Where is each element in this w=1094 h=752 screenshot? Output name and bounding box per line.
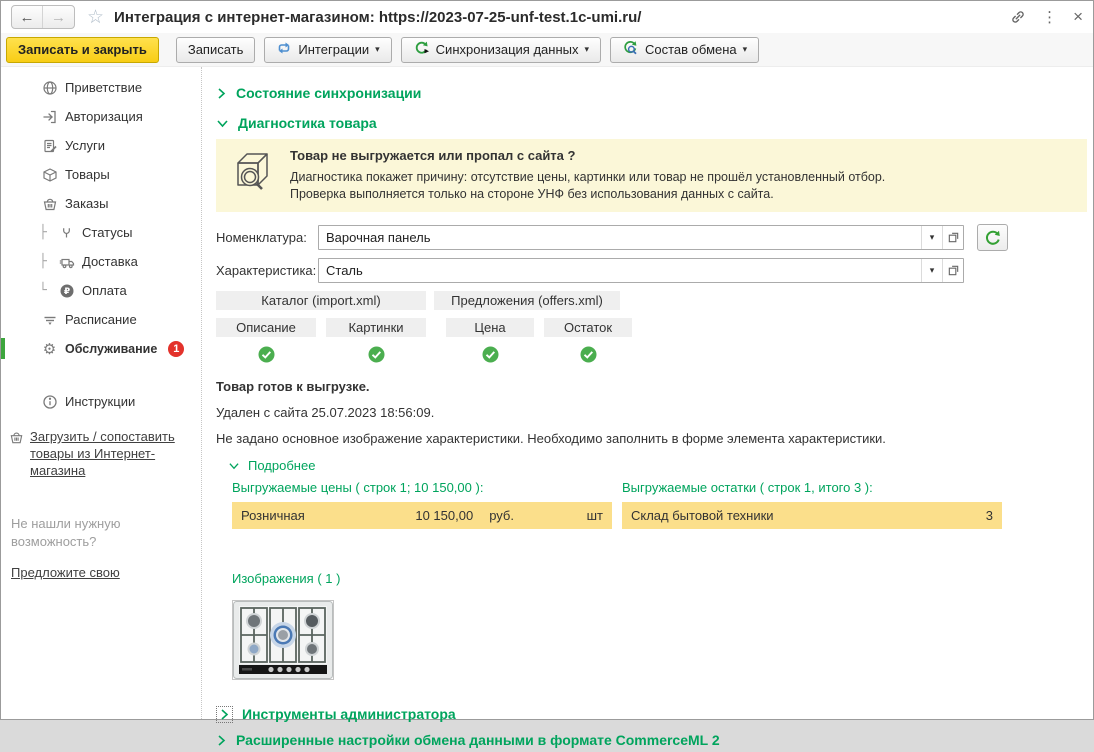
stock-qty: 3 [985,508,993,523]
page-title: Интеграция с интернет-магазином: https://2023-07-25-unf-test.1c-umi.ru/ [114,8,642,26]
catalog-group-header: Каталог (import.xml) [216,291,426,310]
characteristic-open-button[interactable] [942,259,963,282]
offers-group-header: Предложения (offers.xml) [434,291,620,310]
sidebar-item-orders[interactable] [1,189,201,218]
characteristic-input[interactable] [319,259,921,282]
package-icon [41,167,58,183]
basket-icon [41,196,58,212]
statuses-icon [58,225,75,240]
nomenclature-open-button[interactable] [942,226,963,249]
check-icon [580,346,597,363]
main-content [202,67,1093,748]
column-labels-row [216,318,1087,337]
title-bar [1,1,1093,33]
sidebar-item-label: Доставка [82,254,138,269]
nomenclature-label: Номенклатура: [216,230,307,245]
truck-icon [58,254,75,270]
file-group-row [216,291,1087,310]
check-icon [258,346,275,363]
integrations-menu-button[interactable] [264,37,391,63]
tree-branch-icon: ├ [39,254,47,269]
chevron-right-icon [216,734,227,747]
forward-button[interactable] [43,6,74,28]
stock-row[interactable] [622,502,1002,529]
price-kind: Розничная [241,508,305,523]
sidebar-item-authorization[interactable] [1,102,201,131]
sidebar-item-label: Заказы [65,196,109,211]
characteristic-field [318,258,964,283]
diagnostics-info-box [216,139,1087,212]
prices-title: Выгружаемые цены ( строк 1; 10 150,00 ): [232,480,484,495]
nomenclature-dropdown-button[interactable] [921,226,942,249]
gear-icon: ⚙ [42,339,57,358]
status-ready-text: Товар готов к выгрузке. [216,379,370,394]
section-label: Инструменты администратора [242,706,456,722]
sidebar-item-goods[interactable] [1,160,201,189]
chevron-down-icon: ▾ [929,265,935,275]
prices-column [232,480,612,529]
sidebar-item-payment[interactable] [1,276,201,305]
info-circle-icon [41,394,58,410]
nomenclature-input[interactable] [319,226,921,249]
document-pencil-icon [41,138,58,154]
chevron-down-icon: ▾ [584,44,589,54]
save-and-close-label: Записать и закрыть [18,42,147,57]
section-label: Диагностика товара [238,115,377,131]
load-compare-goods-link[interactable] [1,428,201,479]
nomenclature-field [318,225,964,250]
integrations-icon [276,40,292,59]
stock-column-header: Остаток [544,318,632,337]
section-admin-tools[interactable] [216,702,1087,726]
status-deleted-text: Удален с сайта 25.07.2023 18:56:09. [216,405,435,420]
characteristic-label: Характеристика: [216,263,317,278]
chevron-down-icon: ▾ [742,44,748,54]
section-label: Расширенные настройки обмена данными в формате CommerceML 2 [236,732,720,748]
sidebar-item-schedule[interactable] [1,305,201,334]
box-magnifier-icon [230,148,276,199]
tree-branch-icon: ├ [39,225,47,240]
chevron-right-icon [216,87,227,100]
tree-end-icon: └ [39,283,47,298]
app-body [1,67,1093,748]
section-advanced-settings[interactable] [216,728,1087,752]
exchange-contents-menu-button[interactable] [610,37,759,63]
chevron-right-icon [219,708,230,721]
login-icon [41,109,58,125]
sidebar-item-services[interactable] [1,131,201,160]
sidebar-item-instructions[interactable] [1,387,201,416]
check-icon [368,346,385,363]
schedule-lines-icon [41,312,58,328]
description-check [216,346,316,363]
load-compare-goods-label: Загрузить / сопоставить товары из Интернет-магазина [30,429,175,478]
stocks-title: Выгружаемые остатки ( строк 1, итого 3 ): [622,480,873,495]
focus-outline [216,706,233,723]
images-title: Изображения ( 1 ) [232,571,341,586]
sidebar-item-label: Товары [65,167,110,182]
back-button[interactable] [12,6,43,28]
globe-cart-icon [41,80,58,96]
warehouse-name: Склад бытовой техники [631,508,774,523]
sidebar-item-welcome[interactable] [1,73,201,102]
price-check [446,346,534,363]
chevron-down-icon: ▾ [929,232,935,242]
details-toggle[interactable] [228,458,1087,473]
characteristic-row [216,258,1087,283]
price-currency: руб. [489,508,514,523]
ruble-circle-icon [58,283,75,299]
diagnostics-matrix [216,291,1087,363]
command-bar [1,33,1093,67]
check-results-row [216,346,1087,363]
basket-icon [9,430,24,479]
svg-text:₽: ₽ [63,286,70,297]
info-box-title: Товар не выгружается или пропал с сайта ? [290,148,576,163]
sync-data-menu-button[interactable] [401,37,601,63]
diagnostics-fields [216,225,1087,283]
sync-data-label: Синхронизация данных [435,42,579,57]
pictures-check [326,346,426,363]
menu-kebab-icon[interactable]: ⋮ [1042,9,1058,26]
title-actions [1010,7,1083,27]
save-button[interactable] [176,37,256,63]
description-column-header: Описание [216,318,316,337]
section-label: Состояние синхронизации [236,85,422,101]
check-icon [482,346,499,363]
exchange-search-icon [622,40,639,59]
sync-icon [413,40,430,59]
chevron-down-icon [228,461,240,471]
status-no-image-text: Не задано основное изображение характеристики. Необходимо заполнить в форме элемента характеристики. [216,431,886,446]
sidebar-item-label: Оплата [82,283,127,298]
nomenclature-row [216,225,1087,250]
refresh-button[interactable] [977,224,1008,251]
details-toggle-label: Подробнее [248,458,316,473]
sidebar-spacer [1,363,201,387]
price-unit: шт [586,508,603,523]
characteristic-dropdown-button[interactable] [921,259,942,282]
price-amount: 10 150,00 [415,508,474,523]
favorite-star-icon[interactable]: ☆ [87,6,105,28]
sidebar-item-label: Расписание [65,312,137,327]
stock-check [544,346,632,363]
info-box-text [290,148,885,203]
stocks-column [622,480,1002,529]
sidebar-item-maintenance[interactable] [1,334,201,363]
info-box-line1: Диагностика покажет причину: отсутствие цены, картинки или товар не прошёл установленный отбор. [290,170,886,184]
cooktop-image [233,601,333,679]
sidebar [1,67,202,719]
section-sync-state[interactable] [216,81,1087,105]
forward-arrow-icon: → [51,8,66,26]
link-icon[interactable] [1010,9,1026,25]
integrations-label: Интеграции [298,42,370,57]
history-nav [11,5,75,29]
save-label: Записать [187,42,244,57]
exchange-contents-label: Состав обмена [645,42,737,57]
notification-badge: 1 [168,341,184,357]
section-diagnostics[interactable] [216,111,1087,135]
sidebar-item-label: Услуги [65,138,105,153]
sidebar-item-delivery[interactable] [1,247,201,276]
not-found-text: Не нашли нужную возможность? [11,516,121,549]
sidebar-item-label: Обслуживание [65,341,158,356]
close-icon[interactable]: × [1073,7,1083,26]
product-image[interactable] [232,600,334,680]
suggest-feature-link[interactable]: Предложите свою [11,565,120,580]
sidebar-item-label: Приветствие [65,80,143,95]
save-and-close-button[interactable] [6,37,159,63]
chevron-down-icon: ▾ [375,44,380,54]
back-arrow-icon: ← [19,8,35,26]
sidebar-item-statuses[interactable] [1,218,201,247]
sidebar-item-label: Статусы [82,225,133,240]
info-box-line2: Проверка выполняется только на стороне УНФ без использования данных с сайта. [290,187,774,201]
chevron-down-icon [216,118,229,129]
sidebar-item-label: Авторизация [65,109,143,124]
details-panel [232,480,1087,529]
price-row[interactable] [232,502,612,529]
sidebar-item-label: Инструкции [65,394,136,409]
price-column-header: Цена [446,318,534,337]
pictures-column-header: Картинки [326,318,426,337]
